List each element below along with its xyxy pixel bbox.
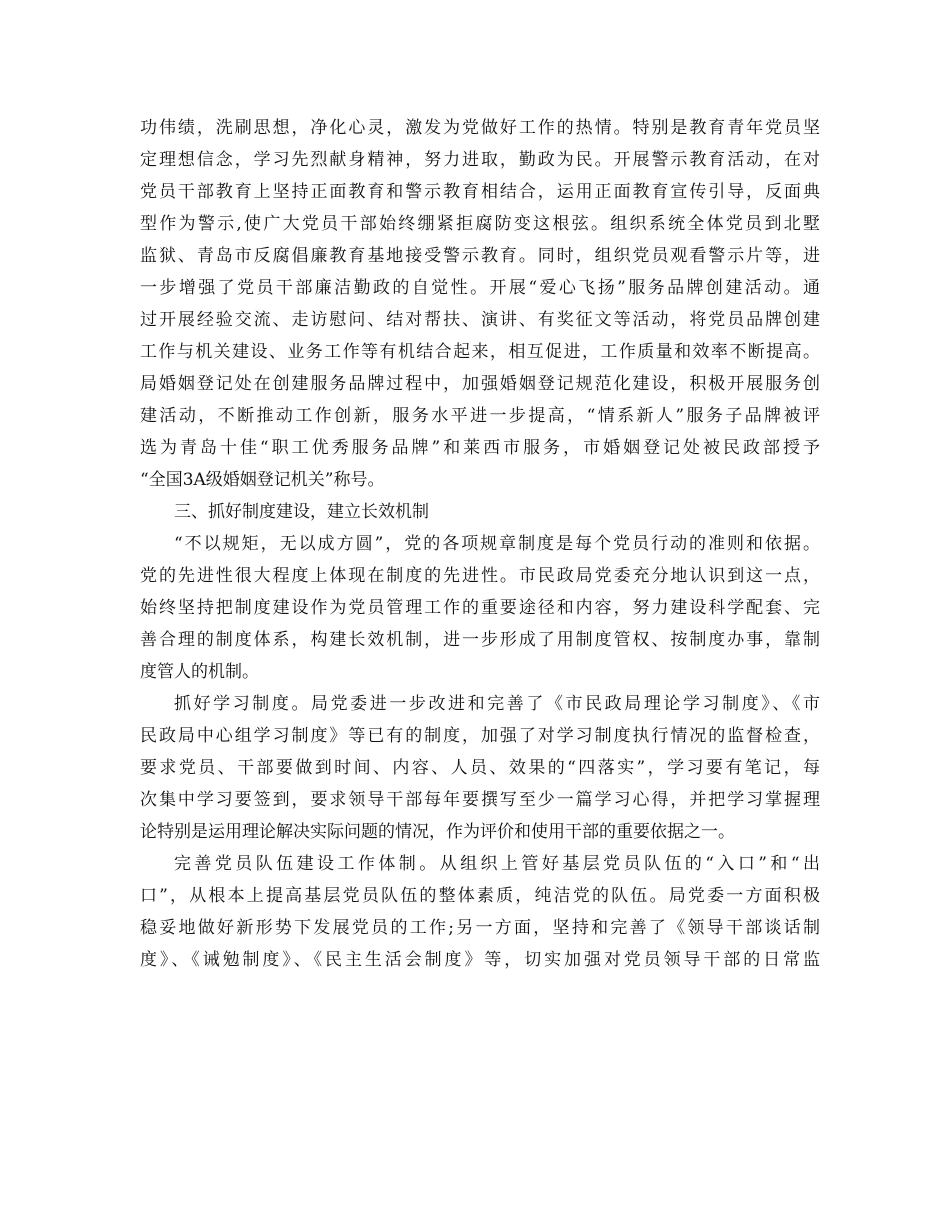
text-line: 定理想信念，学习先烈献身精神，努力进取，勤政为民。开展警示教育活动，在对 <box>140 150 820 170</box>
text-line: 论特别是运用理论解决实际问题的情况，作为评价和使用干部的重要依据之一。 <box>140 822 735 842</box>
text-line: 度管人的机制。 <box>140 662 259 682</box>
section-heading-3 <box>140 496 820 528</box>
paragraph-study-system <box>140 688 820 848</box>
text-line: 一步增强了党员干部廉洁勤政的自觉性。开展“爱心飞扬”服务品牌创建活动。通 <box>140 278 820 298</box>
text-line: 始终坚持把制度建设作为党员管理工作的重要途径和内容，努力建设科学配套、完 <box>140 598 820 618</box>
text-line: 型作为警示,使广大党员干部始终绷紧拒腐防变这根弦。组织系统全体党员到北墅 <box>140 214 820 234</box>
text-line: 抓好学习制度。局党委进一步改进和完善了《市民政局理论学习制度》、《市 <box>174 694 820 714</box>
section-heading-text: 三、抓好制度建设，建立长效机制 <box>174 502 429 522</box>
text-line: 稳妥地做好新形势下发展党员的工作;另一方面，坚持和完善了《领导干部谈话制 <box>140 918 820 938</box>
text-line: 党的先进性很大程度上体现在制度的先进性。市民政局党委充分地认识到这一点， <box>140 566 820 586</box>
text-line: 局婚姻登记处在创建服务品牌过程中，加强婚姻登记规范化建设，积极开展服务创 <box>140 374 820 394</box>
paragraph-deeds <box>140 112 820 496</box>
text-line: 选为青岛十佳“职工优秀服务品牌”和莱西市服务，市婚姻登记处被民政部授予 <box>140 438 820 458</box>
text-line: 党员干部教育上坚持正面教育和警示教育相结合，运用正面教育宣传引导，反面典 <box>140 182 820 202</box>
text-line: 建活动，不断推动工作创新，服务水平进一步提高，“情系新人”服务子品牌被评 <box>140 406 820 426</box>
text-line: “全国3A级婚姻登记机关”称号。 <box>140 470 385 490</box>
text-line: “不以规矩，无以成方圆”，党的各项规章制度是每个党员行动的准则和依据。 <box>174 534 820 554</box>
paragraph-rules <box>140 528 820 688</box>
text-line: 功伟绩，洗刷思想，净化心灵，激发为党做好工作的热情。特别是教育青年党员坚 <box>140 118 820 138</box>
text-line: 完善党员队伍建设工作体制。从组织上管好基层党员队伍的“入口”和“出 <box>174 854 820 874</box>
text-line: 口”，从根本上提高基层党员队伍的整体素质，纯洁党的队伍。局党委一方面积极 <box>140 886 820 906</box>
paragraph-team-building <box>140 848 820 976</box>
text-line: 善合理的制度体系，构建长效机制，进一步形成了用制度管权、按制度办事，靠制 <box>140 630 820 650</box>
text-line: 工作与机关建设、业务工作等有机结合起来，相互促进，工作质量和效率不断提高。 <box>140 342 820 362</box>
text-line: 要求党员、干部要做到时间、内容、人员、效果的“四落实”，学习要有笔记，每 <box>140 758 820 778</box>
document-body <box>140 112 820 976</box>
text-line: 度》、《诫勉制度》、《民主生活会制度》等，切实加强对党员领导干部的日常监 <box>140 950 820 970</box>
text-line: 监狱、青岛市反腐倡廉教育基地接受警示教育。同时，组织党员观看警示片等，进 <box>140 246 820 266</box>
text-line: 民政局中心组学习制度》等已有的制度，加强了对学习制度执行情况的监督检查， <box>140 726 820 746</box>
text-line: 次集中学习要签到，要求领导干部每年要撰写至少一篇学习心得，并把学习掌握理 <box>140 790 820 810</box>
text-line: 过开展经验交流、走访慰问、结对帮扶、演讲、有奖征文等活动，将党员品牌创建 <box>140 310 820 330</box>
